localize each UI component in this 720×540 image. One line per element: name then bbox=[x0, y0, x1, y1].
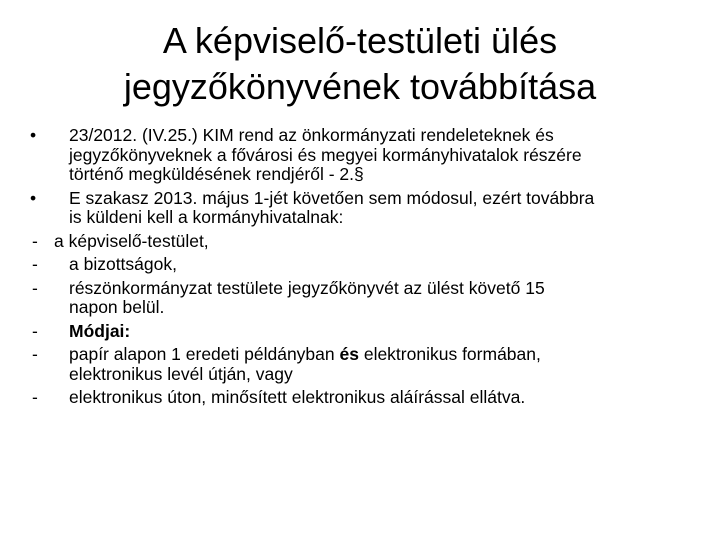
bullet-marker: • bbox=[30, 187, 37, 208]
slide-title bbox=[40, 18, 680, 110]
emphasis-and: és bbox=[339, 344, 359, 364]
item-text: a bizottságok, bbox=[69, 254, 177, 274]
item-text-continued: is küldeni kell a kormányhivatalnak: bbox=[69, 207, 344, 227]
list-item-methods-heading bbox=[30, 322, 685, 342]
dash-marker: - bbox=[32, 254, 38, 274]
title-line-1: A képviselő-testületi ülés bbox=[162, 20, 558, 61]
title-line-2: jegyzőkönyvének továbbítása bbox=[123, 66, 597, 107]
item-text: papír alapon 1 eredeti példányban és elektronikus formában, bbox=[69, 344, 541, 364]
item-text-continued: elektronikus levél útján, vagy bbox=[69, 363, 293, 384]
list-item-paper-method bbox=[30, 345, 685, 384]
list-item-sub-government bbox=[30, 279, 685, 318]
content-list bbox=[30, 126, 685, 412]
item-text-continued: napon belül. bbox=[69, 297, 165, 317]
item-text: a képviselő-testület, bbox=[54, 230, 209, 251]
item-text: 23/2012. (IV.25.) KIM rend az önkormányzati rendeleteknek és bbox=[69, 125, 554, 145]
list-item-unchanged bbox=[30, 189, 685, 228]
list-item-electronic-method bbox=[30, 388, 685, 408]
list-item-committees bbox=[30, 255, 685, 275]
item-text: részönkormányzat testülete jegyzőkönyvét az ülést követő 15 bbox=[69, 277, 545, 298]
dash-marker: - bbox=[32, 320, 38, 341]
dash-marker: - bbox=[32, 387, 38, 407]
dash-marker: - bbox=[32, 344, 38, 364]
dash-marker: - bbox=[32, 230, 38, 251]
list-item-council bbox=[30, 232, 685, 252]
bullet-marker: • bbox=[30, 125, 37, 145]
item-text-continued: történő megküldésének rendjéről - 2.§ bbox=[69, 164, 364, 184]
methods-heading: Módjai: bbox=[69, 320, 131, 341]
dash-marker: - bbox=[32, 277, 38, 298]
list-item-regulation bbox=[30, 126, 685, 185]
item-text-continued: jegyzőkönyveknek a fővárosi és megyei kormányhivatalok részére bbox=[69, 144, 582, 165]
item-text: elektronikus úton, minősített elektronikus aláírással ellátva. bbox=[69, 387, 526, 407]
item-text: E szakasz 2013. május 1-jét követően sem módosul, ezért továbbra bbox=[69, 187, 595, 208]
